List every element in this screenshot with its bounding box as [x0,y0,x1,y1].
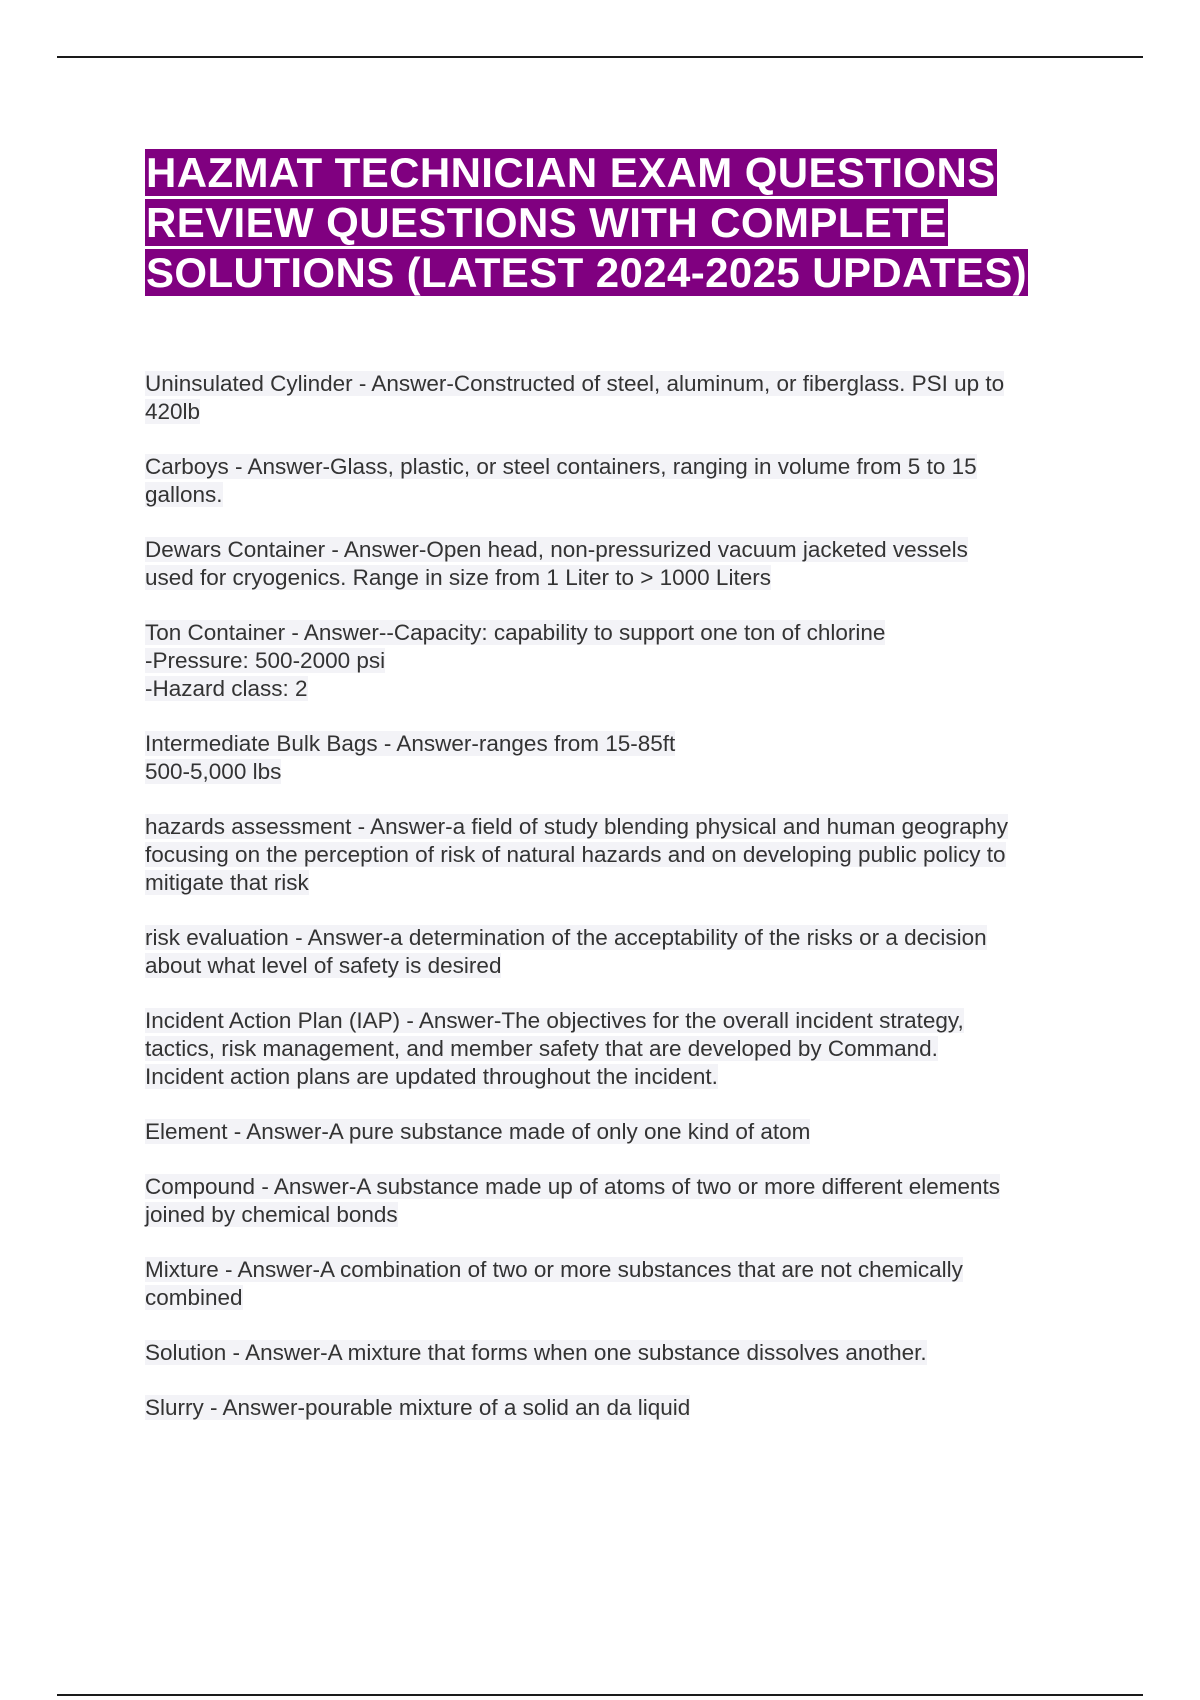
qa-entry-line: joined by chemical bonds [145,1202,398,1227]
qa-entry-line: Uninsulated Cylinder - Answer-Constructed of steel, aluminum, or fiberglass. PSI up to [145,371,1005,396]
qa-entry-line: used for cryogenics. Range in size from 1 Liter to > 1000 Liters [145,565,771,590]
qa-entry [145,813,1095,897]
qa-entry-line: about what level of safety is desired [145,953,502,978]
qa-entry-line: Incident action plans are updated throughout the incident. [145,1064,718,1089]
qa-entry [145,1394,1095,1422]
qa-entry-line: focusing on the perception of risk of natural hazards and on developing public policy to [145,842,1006,867]
qa-entry-line: hazards assessment - Answer-a field of study blending physical and human geography [145,814,1008,839]
qa-entry [145,619,1095,703]
qa-entry-line: Mixture - Answer-A combination of two or more substances that are not chemically [145,1257,963,1282]
title-line: REVIEW QUESTIONS WITH COMPLETE [146,199,947,246]
qa-entry [145,1173,1095,1229]
document-title [145,148,1105,298]
qa-entry-line: Intermediate Bulk Bags - Answer-ranges from 15-85ft [145,731,676,756]
qa-entry [145,1118,1095,1146]
title-line: SOLUTIONS (LATEST 2024-2025 UPDATES) [146,249,1028,296]
qa-entry-line: combined [145,1285,243,1310]
bottom-divider [57,1694,1143,1696]
qa-entry [145,924,1095,980]
qa-entry-line: mitigate that risk [145,870,309,895]
qa-entry-line: Slurry - Answer-pourable mixture of a solid an da liquid [145,1395,691,1420]
qa-entry-line: Ton Container - Answer--Capacity: capability to support one ton of chlorine [145,620,886,645]
qa-entry [145,370,1095,426]
qa-entry [145,536,1095,592]
qa-entry-line: Solution - Answer-A mixture that forms when one substance dissolves another. [145,1340,927,1365]
qa-entry-line: Element - Answer-A pure substance made of only one kind of atom [145,1119,811,1144]
question-answer-list [145,370,1095,1449]
qa-entry-line: risk evaluation - Answer-a determination of the acceptability of the risks or a decision [145,925,987,950]
qa-entry-line: Incident Action Plan (IAP) - Answer-The objectives for the overall incident strategy, [145,1008,964,1033]
qa-entry-line: 420lb [145,399,201,424]
qa-entry-line: Compound - Answer-A substance made up of atoms of two or more different elements [145,1174,1001,1199]
qa-entry [145,1007,1095,1091]
qa-entry-line: Dewars Container - Answer-Open head, non-pressurized vacuum jacketed vessels [145,537,968,562]
top-divider [57,56,1143,58]
qa-entry-line: 500-5,000 lbs [145,759,282,784]
qa-entry-line: -Hazard class: 2 [145,676,308,701]
qa-entry-line: tactics, risk management, and member safety that are developed by Command. [145,1036,938,1061]
qa-entry [145,730,1095,786]
qa-entry-line: gallons. [145,482,223,507]
qa-entry [145,453,1095,509]
qa-entry [145,1339,1095,1367]
title-line: HAZMAT TECHNICIAN EXAM QUESTIONS [146,149,996,196]
qa-entry-line: Carboys - Answer-Glass, plastic, or steel containers, ranging in volume from 5 to 15 [145,454,977,479]
qa-entry-line: -Pressure: 500-2000 psi [145,648,386,673]
qa-entry [145,1256,1095,1312]
